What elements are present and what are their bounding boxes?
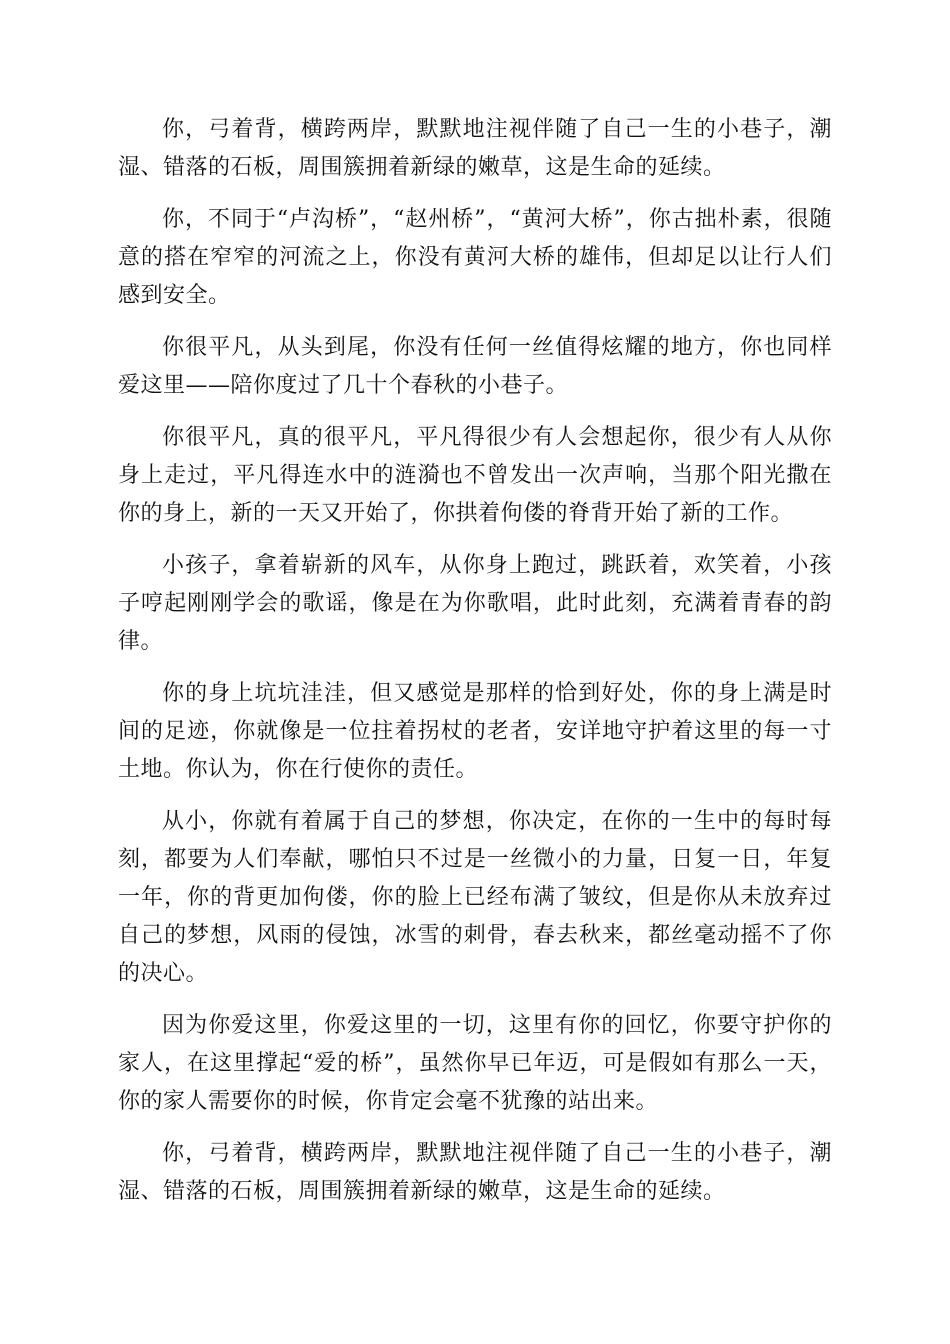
paragraph-1: 你，弓着背，横跨两岸，默默地注视伴随了自己一生的小巷子，潮湿、错落的石板，周围簇拥着新绿的嫩草，这是生命的延续。 bbox=[118, 117, 832, 180]
paragraph-4: 你很平凡，真的很平凡，平凡得很少有人会想起你，很少有人从你身上走过，平凡得连水中的涟漪也不曾发出一次声响，当那个阳光撒在你的身上，新的一天又开始了，你拱着佝偻的脊背开始了新的工作。 bbox=[118, 425, 832, 526]
paragraph-8: 因为你爱这里，你爱这里的一切，这里有你的回忆，你要守护你的家人，在这里撑起“爱的桥”，虽然你早已年迈，可是假如有那么一天，你的家人需要你的时候，你肯定会毫不犹豫的站出来。 bbox=[118, 1013, 832, 1114]
paragraph-2: 你，不同于“卢沟桥”，“赵州桥”，“黄河大桥”，你古拙朴素，很随意的搭在窄窄的河流之上，你没有黄河大桥的雄伟，但却足以让行人们感到安全。 bbox=[118, 207, 833, 308]
paragraph-9: 你，弓着背，横跨两岸，默默地注视伴随了自己一生的小巷子，潮湿、错落的石板，周围簇拥着新绿的嫩草，这是生命的延续。 bbox=[118, 1141, 832, 1204]
paragraph-6: 你的身上坑坑洼洼，但又感觉是那样的恰到好处，你的身上满是时间的足迹，你就像是一位拄着拐杖的老者，安详地守护着这里的每一寸土地。你认为，你在行使你的责任。 bbox=[118, 681, 832, 782]
document-page bbox=[118, 111, 832, 1225]
paragraph-7: 从小，你就有着属于自己的梦想，你决定，在你的一生中的每时每刻，都要为人们奉献，哪怕只不过是一丝微小的力量，日复一日，年复一年，你的背更加佝偻，你的脸上已经布满了皱纹，但是你从未放弃过自己的梦想，风雨的侵蚀，冰雪的刺骨，春去秋来，都丝毫动摇不了你的决心。 bbox=[118, 809, 832, 986]
paragraph-5: 小孩子，拿着崭新的风车，从你身上跑过，跳跃着，欢笑着，小孩子哼起刚刚学会的歌谣，像是在为你歌唱，此时此刻，充满着青春的韵律。 bbox=[118, 553, 832, 654]
paragraph-3: 你很平凡，从头到尾，你没有任何一丝值得炫耀的地方，你也同样爱这里——陪你度过了几十个春秋的小巷子。 bbox=[118, 335, 832, 398]
